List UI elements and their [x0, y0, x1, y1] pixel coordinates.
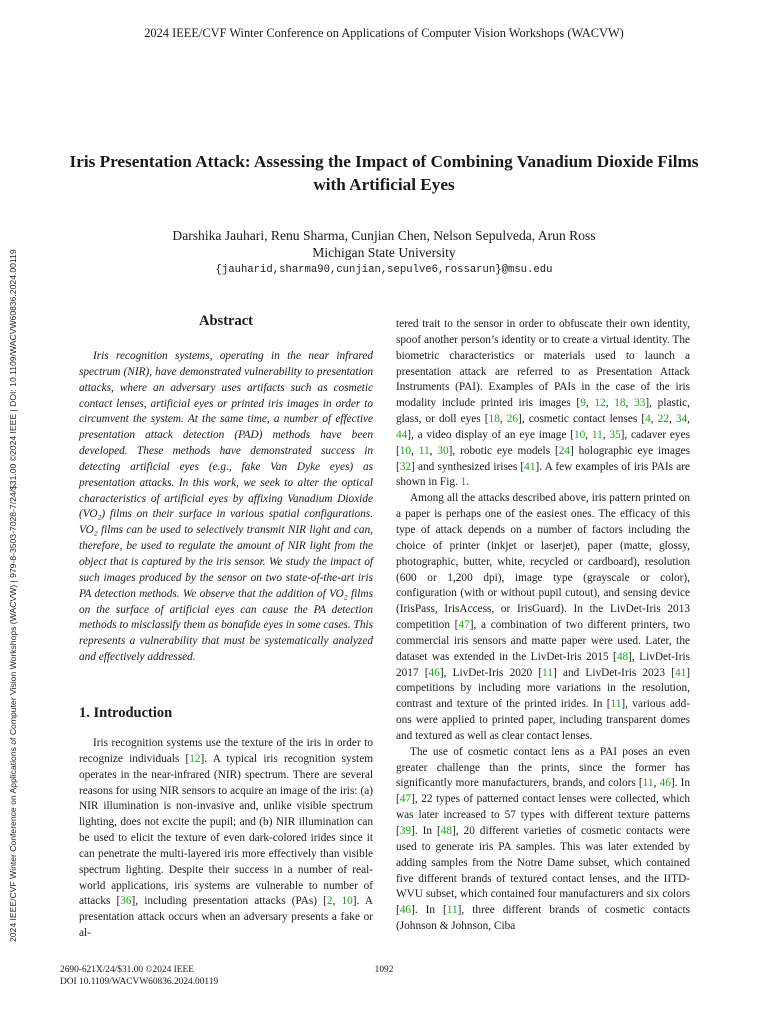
- introduction-body: [79, 736, 373, 942]
- citation-link[interactable]: 34: [675, 413, 688, 426]
- citation-link[interactable]: 12: [189, 752, 201, 765]
- citation-link[interactable]: 11: [542, 666, 553, 679]
- author-emails: {jauharid,sharma90,cunjian,sepulve6,rossarun}@msu.edu: [215, 264, 553, 276]
- paper-title: Iris Presentation Attack: Assessing the Impact of Combining Vanadium Dioxide Films with Artificial Eyes: [69, 152, 699, 194]
- right-column: [396, 317, 690, 935]
- abstract-text: Iris recognition systems, operating in the near infrared spectrum (NIR), have demonstrated vulnerability to presentation attacks, where an adversary uses artifacts such as cosmetic contact lenses, artificial eyes or printed iris images in order to circumvent the system. At the same time, a number of effective presentation attack detection (PAD) methods have been developed. These methods have demonstrated success in detecting artificial eyes (e.g., fake Van Dyke eyes) as presentation attacks. In this work, we seek to alter the optical characteristics of artificial eyes by affixing Vanadium Dioxide (VO₂) films on their surface in various spatial configurations. VO₂ films can be used to selectively transmit NIR light and can, therefore, be used to regulate the amount of NIR light from the object that is captured by the iris sensor. We study the impact of such images produced by the sensor on two state-of-the-art iris PA detection methods. We observe that the addition of VO₂ films on the surface of artificial eyes can cause the PA detection methods to misclassify them as bonafide eyes in some cases. This represents a vulnerability that must be systematically analyzed and effectively addressed.: [79, 350, 374, 664]
- citation-link[interactable]: 11: [642, 777, 654, 790]
- citation-link[interactable]: 47: [458, 619, 470, 632]
- citation-link[interactable]: 24: [558, 444, 571, 457]
- citation-link[interactable]: 46: [659, 777, 671, 790]
- footer-issn: 2690-621X/24/$31.00 ©2024 IEEE: [60, 965, 194, 975]
- affiliation: Michigan State University: [312, 245, 456, 260]
- citation-link[interactable]: 46: [399, 904, 412, 917]
- citation-link[interactable]: 48: [440, 825, 453, 837]
- citation-link[interactable]: 18: [614, 397, 626, 410]
- citation-link[interactable]: 10: [399, 444, 412, 457]
- citation-link[interactable]: 11: [418, 444, 430, 457]
- citation-link[interactable]: 46: [428, 666, 440, 679]
- citation-link[interactable]: 41: [674, 666, 687, 679]
- pai-paragraph: tered trait to the sensor in order to obfuscate their own identity, spoof another person’s identity or to create a virtual identity. The biometric characteristics or materials used to launch a presentation attack are referred to as Presentation Attack Instruments (PAI). Examples of PAIs in the case of the iris modality include printed iris images [9, 12, 18, 33], plastic, glass, or doll eyes [18, 26], cosmetic contact lenses [4, 22, 34, 44], a video display of an eye image [10, 11, 35], cadaver eyes [10, 11, 30], robotic eye models [24] holographic eye images [32] and synthesized irises [41]. A few examples of iris PAIs are shown in Fig. 1.: [396, 318, 691, 489]
- introduction-heading: 1. Introduction: [79, 705, 173, 721]
- citation-link[interactable]: 41: [524, 460, 536, 473]
- citation-link[interactable]: 10: [341, 895, 353, 908]
- side-doi-stamp: 2024 IEEE/CVF Winter Conference on Applications of Computer Vision Workshops (WACVW) | 979-8-3503-7028-7/24/$31.00 ©2024 IEEE | DOI: 10.1109/WACVW60836.2024.00119: [8, 249, 18, 942]
- contact-lens-paragraph: The use of cosmetic contact lens as a PAI poses an even greater challenge than the prints, since the former has significantly more manufacturers, brands, and colors [11, 46]. In [47], 22 types of patterned contact lenses were collected, which was later increased to 57 types with different texture patterns [39]. In [48], 20 different varieties of cosmetic contacts were used to generate iris PA samples. This was later extended by adding samples from the Notre Dame subset, which contained five different brands of textured contact lenses, and the IITD-WVU subset, which contained four manufacturers and six colors [46]. In [11], three different brands of cosmetic contacts (Johnson & Johnson, Ciba: [396, 745, 690, 933]
- citation-link[interactable]: 44: [396, 428, 408, 441]
- citation-link[interactable]: 35: [609, 428, 621, 441]
- conference-header: 2024 IEEE/CVF Winter Conference on Applications of Computer Vision Workshops (WACVW): [144, 26, 624, 40]
- abstract-body: [79, 349, 373, 666]
- print-attack-paragraph: Among all the attacks described above, iris pattern printed on a paper is perhaps one of the easiest ones. The efficacy of this type of attack depends on a number of factors including the choice of printer (inkjet or laserjet), paper (matte, glossy, photographic, butter, white, recycled or cardboard), resolution (600 or 1,200 dpi), image type (grayscale or color), configuration (with or without pupil cutout), and sensing device (IrisPass, IrisAccess, or IrisGuard). In the LivDet-Iris 2013 competition [47], a combination of two different printers, two commercial iris sensors and matte paper were used. Later, the dataset was extended in the LivDet-Iris 2015 [48], LivDet-Iris 2017 [46], LivDet-Iris 2020 [11] and LivDet-Iris 2023 [41] competitions by including more variations in the resolution, contrast and texture of the printed irides. In [11], various add-ons were applied to printed paper, including transparent domes and textured as well as clear contact lenses.: [396, 492, 690, 742]
- citation-link[interactable]: 1: [460, 476, 467, 489]
- footer-copyright: [60, 965, 218, 988]
- author-list: Darshika Jauhari, Renu Sharma, Cunjian Chen, Nelson Sepulveda, Arun Ross: [172, 228, 596, 243]
- citation-link[interactable]: 22: [657, 413, 669, 426]
- citation-link[interactable]: 4: [645, 413, 651, 426]
- citation-link[interactable]: 26: [506, 413, 519, 426]
- citation-link[interactable]: 11: [610, 698, 622, 711]
- citation-link[interactable]: 11: [446, 904, 458, 917]
- page-number: 1092: [374, 965, 394, 975]
- citation-link[interactable]: 12: [594, 397, 606, 410]
- citation-link[interactable]: 48: [616, 650, 629, 663]
- citation-link[interactable]: 32: [399, 460, 412, 473]
- citation-link[interactable]: 9: [580, 397, 586, 410]
- citation-link[interactable]: 39: [399, 825, 412, 837]
- citation-link[interactable]: 2: [326, 895, 333, 908]
- abstract-heading: Abstract: [199, 313, 253, 329]
- intro-paragraph: Iris recognition systems use the texture of the iris in order to recognize individuals [12]. A typical iris recognition system operates in the near-infrared (NIR) spectrum. There are several reasons for using NIR sensors to acquire an image of the iris: (a) NIR illumination is non-invasive and, unlike visible spectrum lighting, does not excite the pupil; and (b) NIR illumination can be used to elicit the texture of even dark-colored irides since it can penetrate the multi-layered iris more effectively than visible spectrum lighting. Despite their success in a number of real-world applications, iris systems are vulnerable to number of attacks [36], including presentation attacks (PAs) [2, 10]. A presentation attack occurs when an adversary presents a fake or al-: [79, 737, 373, 940]
- citation-link[interactable]: 33: [634, 397, 646, 410]
- footer-doi: DOI 10.1109/WACVW60836.2024.00119: [60, 976, 219, 987]
- citation-link[interactable]: 18: [488, 413, 500, 426]
- citation-link[interactable]: 30: [437, 444, 449, 457]
- citation-link[interactable]: 36: [120, 895, 132, 908]
- citation-link[interactable]: 10: [573, 428, 586, 441]
- citation-link[interactable]: 47: [399, 793, 412, 806]
- citation-link[interactable]: 11: [591, 428, 603, 441]
